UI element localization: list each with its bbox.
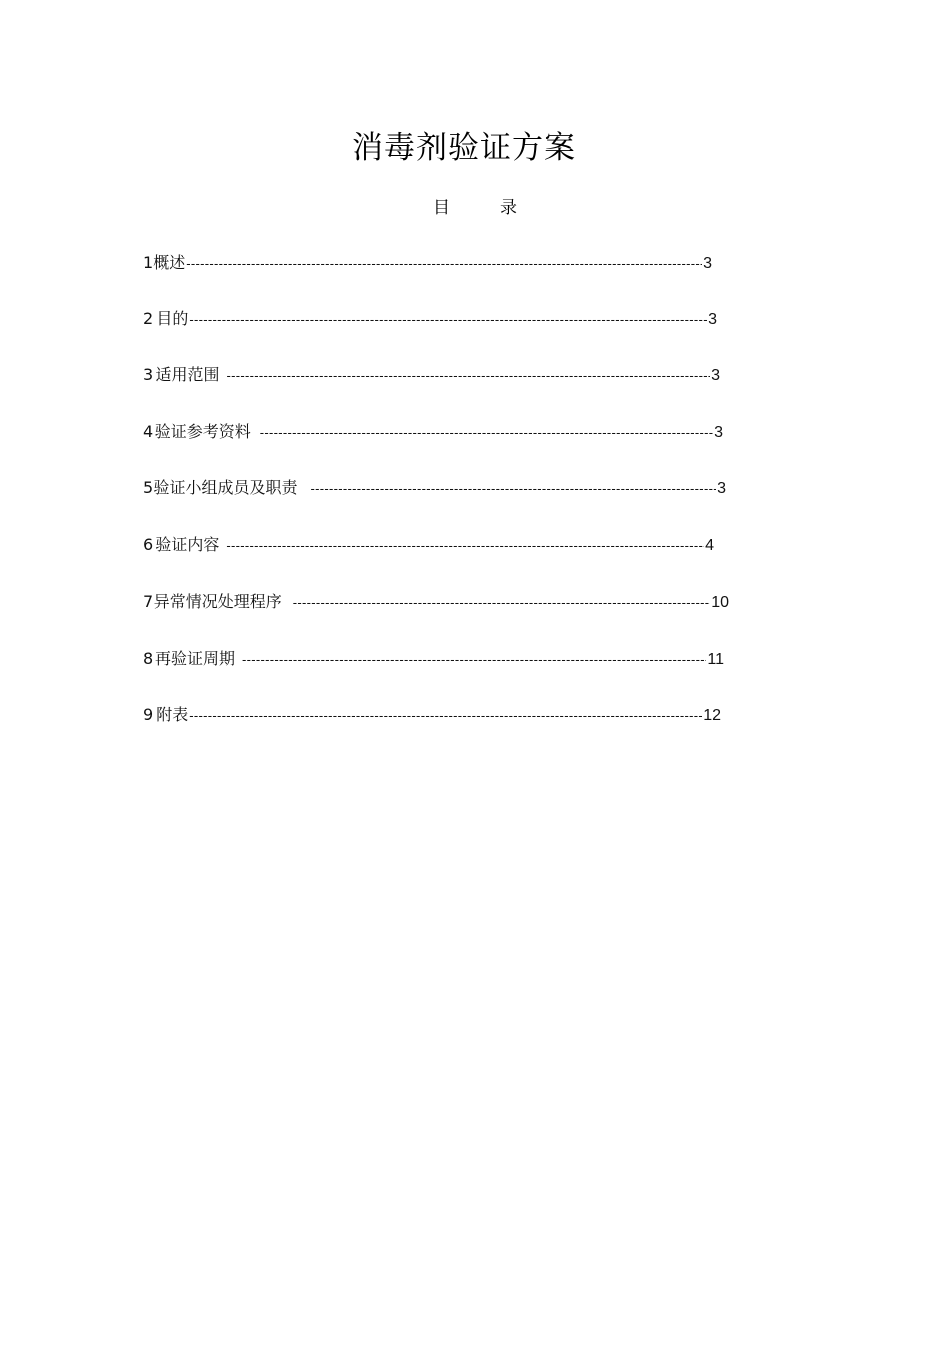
toc-entry-page: 11 <box>707 651 724 668</box>
toc-entry-3[interactable] <box>143 364 720 386</box>
toc-leader-dots <box>189 705 702 727</box>
toc-entry-2[interactable] <box>143 308 717 330</box>
toc-entry-number: 2 <box>143 309 154 328</box>
toc-entry-page: 3 <box>703 255 712 272</box>
toc-entry-8[interactable] <box>143 648 724 670</box>
toc-entry-1[interactable] <box>143 252 712 274</box>
toc-entry-7[interactable] <box>143 591 729 613</box>
toc-entry-page: 12 <box>703 707 721 724</box>
toc-entry-label: 目的 <box>156 309 189 328</box>
toc-leader-dots <box>226 535 704 557</box>
toc-entry-page: 3 <box>714 424 723 441</box>
toc-entry-label: 异常情况处理程序 <box>153 592 282 611</box>
toc-leader-dots <box>310 478 716 500</box>
toc-leader-dots <box>226 365 710 387</box>
toc-entry-page: 3 <box>708 311 717 328</box>
toc-entry-page: 3 <box>717 480 726 497</box>
toc-entry-5[interactable] <box>143 477 726 499</box>
toc-entry-label: 概述 <box>153 253 186 272</box>
toc-entry-number: 9 <box>143 705 154 724</box>
toc-entry-label: 附表 <box>156 705 189 724</box>
toc-leader-dots <box>242 649 706 671</box>
toc-entry-4[interactable] <box>143 421 723 443</box>
toc-leader-dots <box>189 309 707 331</box>
toc-entry-page: 4 <box>705 537 714 554</box>
toc-heading-char-1: 目 <box>433 198 450 218</box>
toc-entry-number: 3 <box>143 365 154 384</box>
toc-entry-number: 4 <box>143 422 154 441</box>
toc-entry-label: 验证参考资料 <box>154 422 251 441</box>
document-title: 消毒剂验证方案 <box>352 130 576 166</box>
toc-entry-6[interactable] <box>143 534 714 556</box>
toc-entry-page: 10 <box>711 594 729 611</box>
toc-entry-label: 再验证周期 <box>154 649 235 668</box>
toc-leader-dots <box>293 592 710 614</box>
toc-entry-number: 5 <box>143 478 154 497</box>
toc-entry-label: 验证内容 <box>155 535 220 554</box>
toc-entry-number: 7 <box>143 592 154 611</box>
toc-leader-dots <box>260 422 713 444</box>
toc-heading-char-2: 录 <box>500 198 517 218</box>
toc-entry-label: 适用范围 <box>155 365 220 384</box>
toc-entry-number: 1 <box>143 253 154 272</box>
toc-leader-dots <box>186 253 702 275</box>
toc-entry-9[interactable] <box>143 704 721 726</box>
toc-entry-page: 3 <box>711 367 720 384</box>
toc-entry-number: 6 <box>143 535 154 554</box>
toc-entry-label: 验证小组成员及职责 <box>153 478 298 497</box>
toc-entry-number: 8 <box>143 649 154 668</box>
